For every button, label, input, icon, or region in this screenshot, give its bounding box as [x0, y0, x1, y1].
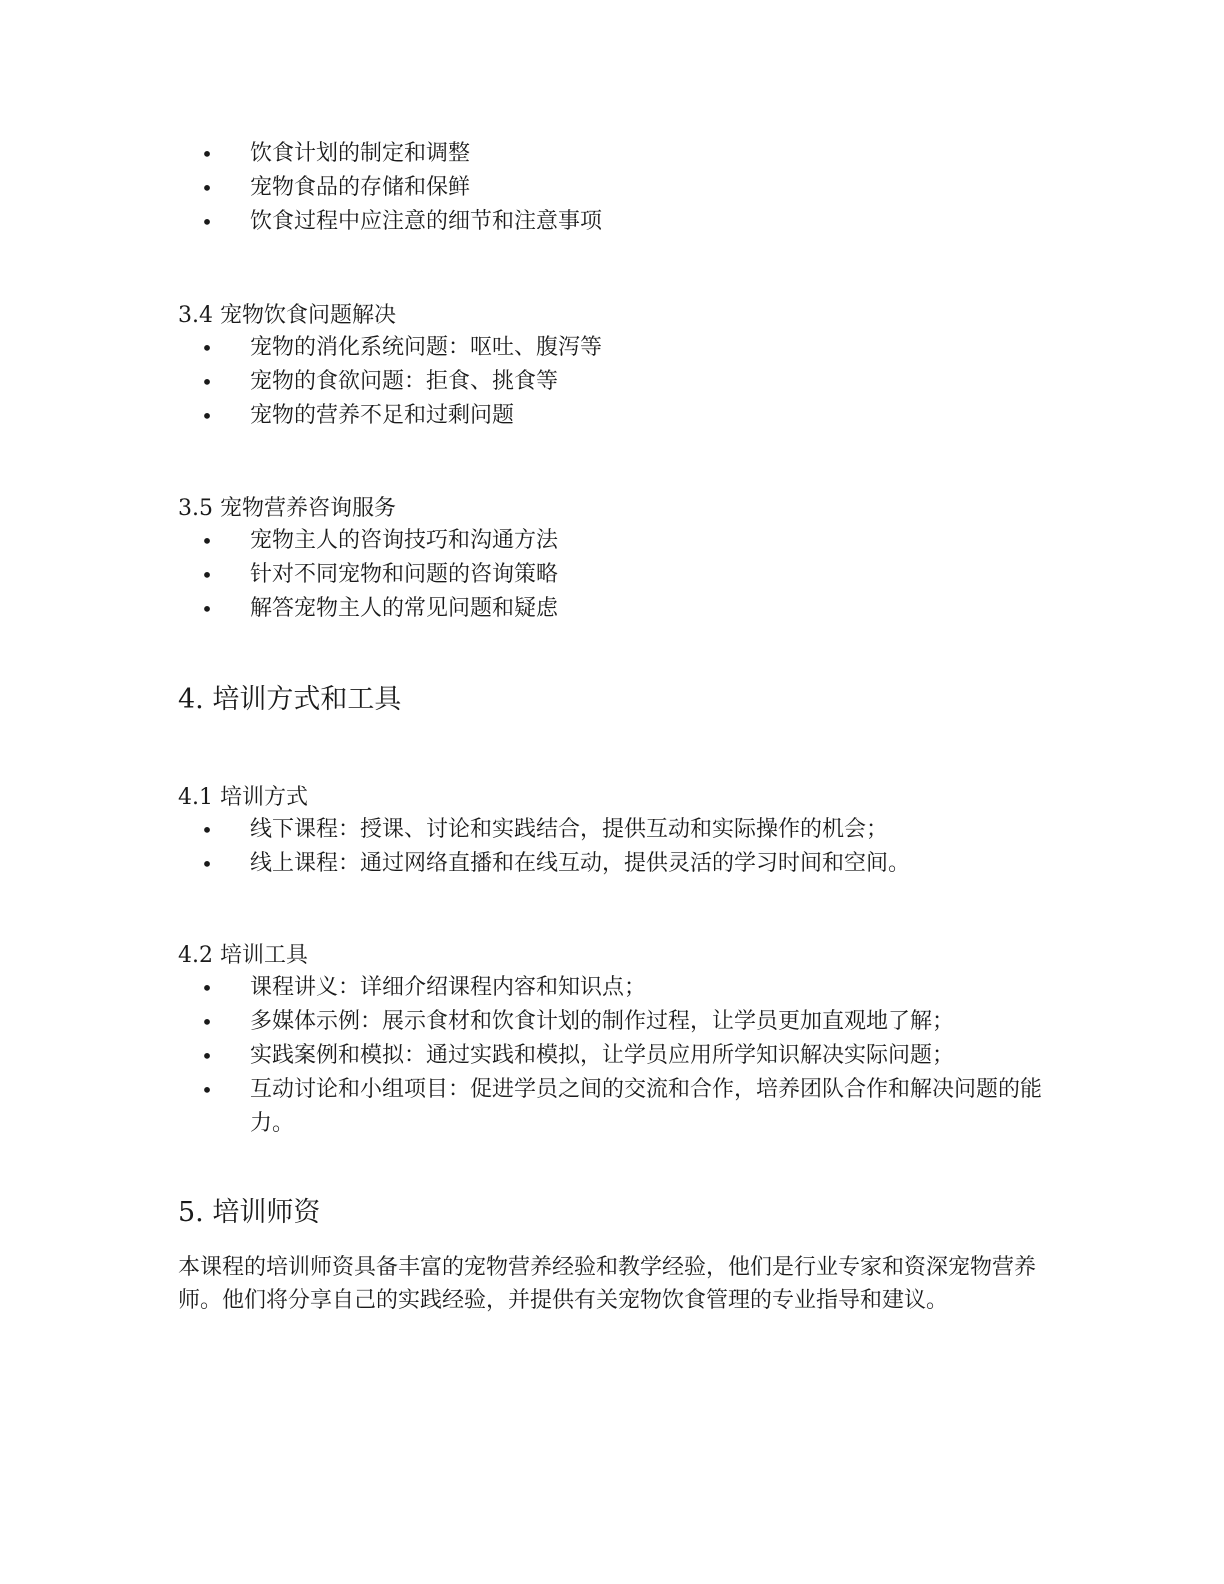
list-item [0, 813, 1224, 847]
list-item [0, 137, 1224, 171]
list-item [0, 592, 1224, 626]
list-item-text: 线下课程：授课、讨论和实践结合，提供互动和实际操作的机会； [250, 817, 889, 842]
list-item [0, 1039, 1224, 1073]
list-item [0, 331, 1224, 365]
section-4-heading: 4. 培训方式和工具 [178, 684, 402, 715]
bullet-icon: • [201, 176, 213, 200]
list-item-text: 互动讨论和小组项目：促进学员之间的交流和合作，培养团队合作和解决问题的能力。 [250, 1077, 1043, 1136]
bullet-icon: • [201, 404, 213, 428]
bullet-icon: • [201, 142, 213, 166]
list-item-text: 宠物的营养不足和过剩问题 [250, 403, 515, 428]
section-3-5-heading: 3.5 宠物营养咨询服务 [178, 496, 396, 521]
bullet-icon: • [201, 370, 213, 394]
list-item-text: 解答宠物主人的常见问题和疑虑 [250, 596, 559, 621]
list-item-text: 宠物的消化系统问题：呕吐、腹泻等 [250, 335, 603, 360]
list-item [0, 558, 1224, 592]
section-4-2-list [0, 971, 1224, 1141]
bullet-icon: • [201, 1010, 213, 1034]
list-item-text: 饮食计划的制定和调整 [250, 141, 471, 166]
list-item-text: 饮食过程中应注意的细节和注意事项 [250, 209, 603, 234]
list-item [0, 365, 1224, 399]
bullet-icon: • [201, 210, 213, 234]
list-item [0, 524, 1224, 558]
list-item [0, 1073, 1224, 1141]
list-item-text: 宠物的食欲问题：拒食、挑食等 [250, 369, 559, 394]
section-4-2-heading: 4.2 培训工具 [178, 943, 308, 968]
bullet-icon: • [201, 597, 213, 621]
bullet-icon: • [201, 852, 213, 876]
list-item [0, 847, 1224, 881]
bullet-icon: • [201, 529, 213, 553]
bullet-icon: • [201, 563, 213, 587]
list-item-text: 宠物主人的咨询技巧和沟通方法 [250, 528, 559, 553]
section-5-heading: 5. 培训师资 [178, 1197, 321, 1228]
bullet-icon: • [201, 1044, 213, 1068]
list-item-text: 线上课程：通过网络直播和在线互动，提供灵活的学习时间和空间。 [250, 851, 911, 876]
list-item [0, 399, 1224, 433]
bullet-icon: • [201, 976, 213, 1000]
list-item-text: 宠物食品的存储和保鲜 [250, 175, 471, 200]
bullet-icon: • [201, 1078, 213, 1102]
list-item [0, 971, 1224, 1005]
list-item [0, 205, 1224, 239]
section-3-5-list [0, 524, 1224, 626]
bullet-icon: • [201, 336, 213, 360]
bullet-icon: • [201, 818, 213, 842]
list-item-text: 实践案例和模拟：通过实践和模拟，让学员应用所学知识解决实际问题； [250, 1043, 955, 1068]
section-4-1-list [0, 813, 1224, 881]
section-3-4-list [0, 331, 1224, 433]
list-item-text: 课程讲义：详细介绍课程内容和知识点； [250, 975, 647, 1000]
list-item [0, 171, 1224, 205]
list-item-text: 针对不同宠物和问题的咨询策略 [250, 562, 559, 587]
section-3-4-heading: 3.4 宠物饮食问题解决 [178, 303, 396, 328]
list-item [0, 1005, 1224, 1039]
section-5-paragraph: 本课程的培训师资具备丰富的宠物营养经验和教学经验，他们是行业专家和资深宠物营养师。他们将分享自己的实践经验，并提供有关宠物饮食管理的专业指导和建议。 [178, 1255, 1037, 1313]
section-4-1-heading: 4.1 培训方式 [178, 785, 308, 810]
list-item-text: 多媒体示例：展示食材和饮食计划的制作过程，让学员更加直观地了解； [250, 1009, 955, 1034]
intro-bullet-list [0, 137, 1224, 239]
